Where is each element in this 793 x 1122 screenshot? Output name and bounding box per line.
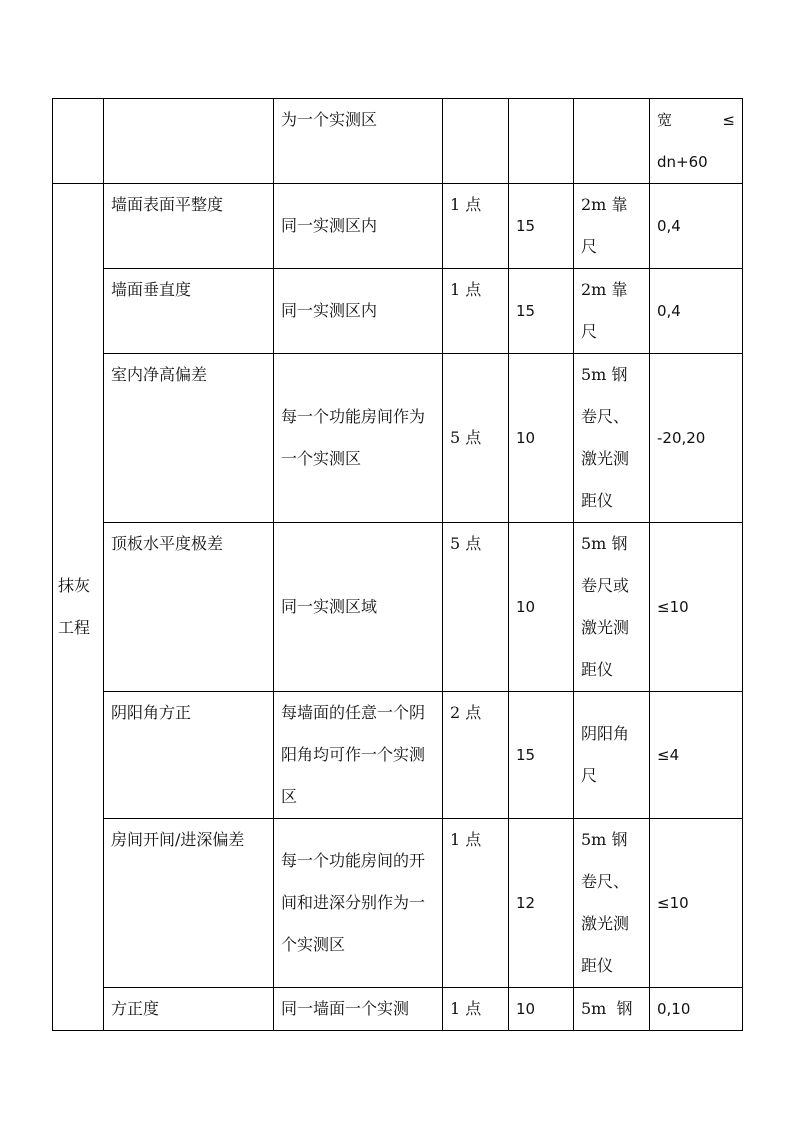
count-cell: 12 (509, 819, 574, 988)
method-cell: 每墙面的任意一个阴阳角均可作一个实测区 (274, 692, 443, 819)
method-cell: 为一个实测区 (274, 99, 443, 184)
count-cell: 10 (509, 523, 574, 692)
item-cell: 阴阳角方正 (104, 692, 274, 819)
standard-cell: -20,20 (650, 354, 743, 523)
item-cell: 方正度 (104, 988, 274, 1031)
method-cell: 同一实测区内 (274, 184, 443, 269)
method-cell: 同一实测区域 (274, 523, 443, 692)
count-cell: 10 (509, 988, 574, 1031)
category-cell: 抹灰工程 (53, 184, 104, 1031)
standard-cell: 0,4 (650, 269, 743, 354)
table-row (53, 184, 743, 269)
points-cell: 1 点 (443, 819, 509, 988)
method-cell: 每一个功能房间作为一个实测区 (274, 354, 443, 523)
table-row (53, 819, 743, 988)
standard-cell: ≤4 (650, 692, 743, 819)
item-cell: 室内净高偏差 (104, 354, 274, 523)
points-cell: 5 点 (443, 354, 509, 523)
standard-cell: 0,10 (650, 988, 743, 1031)
tool-cell: 5m 钢 (574, 988, 650, 1031)
item-cell: 房间开间/进深偏差 (104, 819, 274, 988)
table-row (53, 99, 743, 184)
table-row (53, 523, 743, 692)
tool-cell (574, 99, 650, 184)
item-cell (104, 99, 274, 184)
points-cell: 1 点 (443, 184, 509, 269)
category-cell (53, 99, 104, 184)
tool-cell: 2m 靠尺 (574, 269, 650, 354)
points-cell (443, 99, 509, 184)
method-cell: 每一个功能房间的开间和进深分别作为一个实测区 (274, 819, 443, 988)
points-cell: 1 点 (443, 269, 509, 354)
method-cell: 同一墙面一个实测 (274, 988, 443, 1031)
points-cell: 1 点 (443, 988, 509, 1031)
count-cell (509, 99, 574, 184)
count-cell: 15 (509, 269, 574, 354)
tool-cell: 5m 钢卷尺、激光测距仪 (574, 819, 650, 988)
standard-cell: 0,4 (650, 184, 743, 269)
tool-cell: 5m 钢卷尺、激光测距仪 (574, 354, 650, 523)
tool-cell: 2m 靠尺 (574, 184, 650, 269)
item-cell: 墙面表面平整度 (104, 184, 274, 269)
table-row (53, 988, 743, 1031)
standard-cell: ≤10 (650, 523, 743, 692)
item-cell: 墙面垂直度 (104, 269, 274, 354)
inspection-table (52, 98, 743, 1031)
points-cell: 2 点 (443, 692, 509, 819)
tool-cell: 阴阳角尺 (574, 692, 650, 819)
count-cell: 15 (509, 184, 574, 269)
table-row (53, 269, 743, 354)
points-cell: 5 点 (443, 523, 509, 692)
count-cell: 15 (509, 692, 574, 819)
table-row (53, 354, 743, 523)
tool-cell: 5m 钢卷尺或激光测距仪 (574, 523, 650, 692)
item-cell: 顶板水平度极差 (104, 523, 274, 692)
table-row (53, 692, 743, 819)
count-cell: 10 (509, 354, 574, 523)
standard-cell: ≤10 (650, 819, 743, 988)
standard-cell: 宽 ≤ dn+60 (650, 99, 743, 184)
method-cell: 同一实测区内 (274, 269, 443, 354)
